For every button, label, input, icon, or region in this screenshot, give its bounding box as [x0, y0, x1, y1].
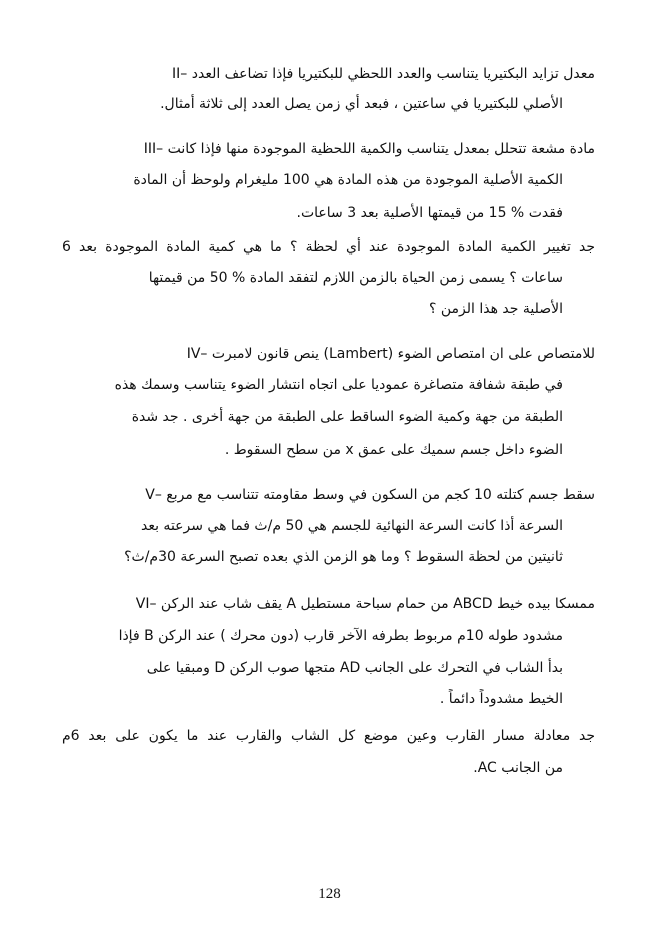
problem-ii-line-2: الأصلي للبكتيريا في ساعتين ، فبعد أي زمن يصل العدد إلى ثلاثة أمثال. [160, 96, 563, 112]
problem-iii-line-1: III– مادة مشعة تتحلل بمعدل يتناسب والكمية اللحظية الموجودة منها فإذا كانت [143, 141, 595, 157]
page-number: 128 [318, 886, 341, 902]
problem-iii-line-3: فقدت % 15 من قيمتها الأصلية بعد 3 ساعات. [296, 205, 563, 221]
problem-iv-line-3: الطبقة من جهة وكمية الضوء الساقط على الطبقة من جهة أخرى . جد شدة [131, 409, 563, 425]
problem-iii-line-5: ساعات ؟ يسمى زمن الحياة بالزمن اللازم لتفقد المادة % 50 من قيمتها [148, 270, 563, 286]
problem-ii-line-1: II– معدل تزايد البكتيريا يتناسب والعدد اللحظي للبكتيريا فإذا تضاعف العدد [172, 66, 595, 82]
problem-iii-line-2: الكمية الأصلية الموجودة من هذه المادة هي 100 مليغرام ولوحظ أن المادة [133, 172, 563, 188]
problem-vi-line-3: بدأ الشاب في التحرك على الجانب AD متجها صوب الركن D ومبقيا على [146, 660, 563, 676]
problem-vi-line-5: جد معادلة مسار القارب وعين موضع كل الشاب والقارب عند ما يكون على بعد 6م [62, 728, 595, 744]
problem-vi-line-6: من الجانب AC. [473, 760, 563, 776]
problem-iv-line-2: في طبقة شفافة متصاغرة عموديا على اتجاه انتشار الضوء يتناسب وسمك هذه [114, 377, 563, 393]
problem-v-line-2: السرعة أذا كانت السرعة النهائية للجسم هي 50 م/ث فما هي سرعته بعد [140, 518, 563, 534]
problem-vi-line-4: الخيط مشدوداً دائماً . [439, 691, 563, 707]
problem-vi-line-1: VI– يقف شاب عند الركن A من حمام سباحة مستطيل ABCD ممسكا بيده خيط [135, 596, 595, 612]
problem-iv-line-1: IV– ينص قانون لامبرت (Lambert) للامتصاص على ان امتصاص الضوء [186, 346, 595, 362]
problem-v-line-1: V– سقط جسم كتلته 10 كجم من السكون في وسط مقاومته تتناسب مع مربع [145, 487, 595, 503]
problem-vi-line-2: مشدود طوله 10م مربوط بطرفه الآخر قارب (دون محرك ) عند الركن B فإذا [118, 628, 563, 644]
problem-iii-line-6: الأصلية جد هذا الزمن ؟ [428, 301, 563, 317]
problem-v-line-3: ثانيتين من لحظة السقوط ؟ وما هو الزمن الذي بعده تصبح السرعة 30م/ث؟ [124, 549, 563, 565]
problem-iv-line-4: الضوء داخل جسم سميك على عمق x من سطح السقوط . [224, 442, 563, 458]
problem-iii-line-4: جد تغيير الكمية المادة الموجودة عند أي لحظة ؟ ما هي كمية المادة الموجودة بعد 6 [62, 239, 595, 255]
